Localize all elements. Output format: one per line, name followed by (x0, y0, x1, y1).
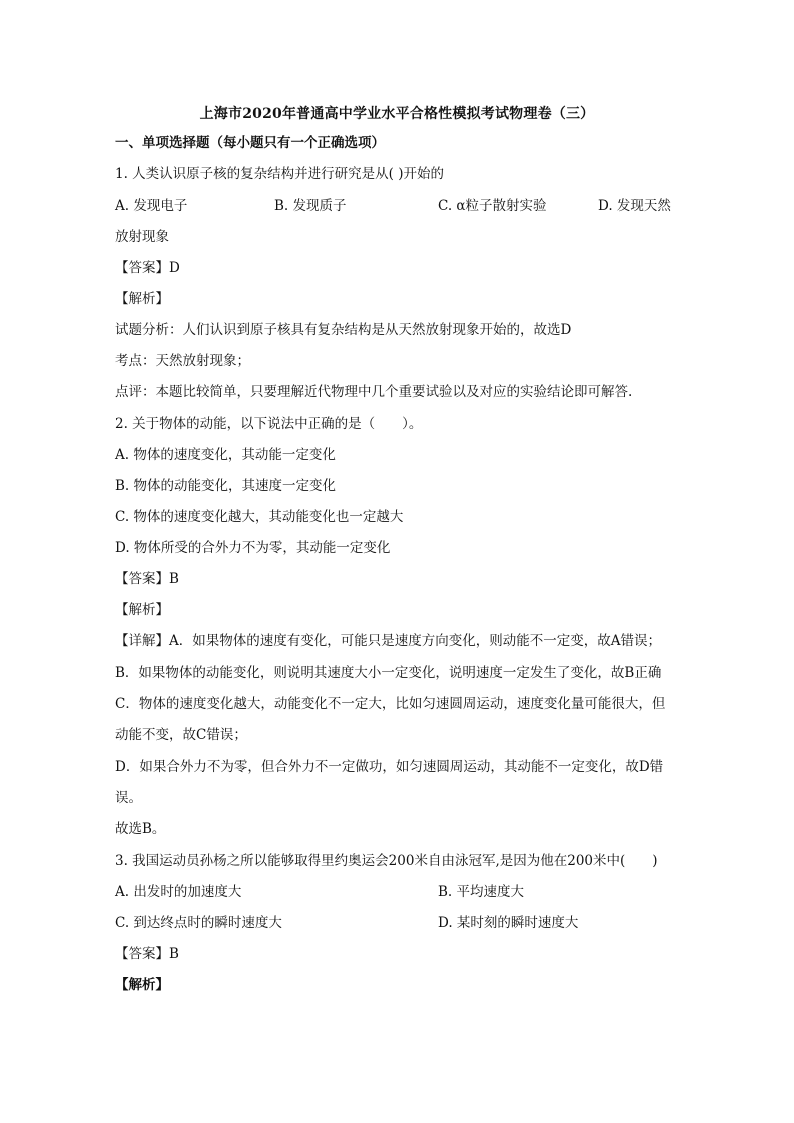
q2-option-c: C. 物体的速度变化越大，其动能变化也一定越大 (115, 509, 404, 525)
section-heading: 一、单项选择题（每小题只有一个正确选项） (115, 135, 385, 151)
q1-point: 考点：天然放射现象； (115, 353, 250, 369)
q1-option-d-continued: 放射现象 (115, 229, 169, 245)
q2-answer: 【答案】B (115, 571, 179, 587)
q2-detail-3: C．物体的速度变化越大，动能变化不一定大，比如匀速圆周运动，速度变化量可能很大，但 (115, 696, 666, 712)
q2-detail-1: 【详解】A．如果物体的速度有变化，可能只是速度方向变化，则动能不一定变，故A错误； (115, 633, 661, 649)
q1-option-d: D. 发现天然 (598, 198, 671, 214)
q3-answer: 【答案】B (115, 946, 179, 962)
q2-analysis-label: 【解析】 (115, 602, 169, 618)
document-title: 上海市2020年普通高中学业水平合格性模拟考试物理卷（三） (199, 106, 595, 122)
q3-stem: 3. 我国运动员孙杨之所以能够取得里约奥运会200米自由泳冠军,是因为他在200米中( ) (115, 853, 658, 869)
q2-detail-4: D．如果合外力不为零，但合外力不一定做功，如匀速圆周运动，其动能不一定变化，故D错 (115, 759, 664, 775)
q1-stem: 1. 人类认识原子核的复杂结构并进行研究是从( )开始的 (115, 166, 444, 182)
q2-detail-4-continued: 误。 (115, 790, 142, 806)
q1-comment: 点评：本题比较简单，只要理解近代物理中几个重要试验以及对应的实验结论即可解答. (115, 384, 633, 400)
q2-detail-2: B．如果物体的动能变化，则说明其速度大小一定变化，说明速度一定发生了变化，故B正确 (115, 665, 662, 681)
q1-analysis: 试题分析：人们认识到原子核具有复杂结构是从天然放射现象开始的，故选D (115, 322, 572, 338)
q2-option-a: A. 物体的速度变化，其动能一定变化 (115, 447, 336, 463)
q1-option-a: A. 发现电子 (115, 198, 188, 214)
q2-stem: 2. 关于物体的动能，以下说法中正确的是（ ）。 (115, 416, 423, 432)
q3-option-b: B. 平均速度大 (438, 884, 525, 900)
q3-option-d: D. 某时刻的瞬时速度大 (438, 915, 579, 931)
q1-answer: 【答案】D (115, 260, 180, 276)
q3-option-c: C. 到达终点时的瞬时速度大 (115, 915, 282, 931)
q1-analysis-label: 【解析】 (115, 291, 169, 307)
q1-option-b: B. 发现质子 (274, 198, 347, 214)
q2-detail-3-continued: 动能不变，故C错误； (115, 727, 247, 743)
q1-option-c: C. α粒子散射实验 (438, 198, 547, 214)
q3-analysis-label: 【解析】 (115, 977, 169, 993)
q3-option-a: A. 出发时的加速度大 (115, 884, 242, 900)
q2-option-b: B. 物体的动能变化，其速度一定变化 (115, 478, 337, 494)
q2-conclusion: 故选B。 (115, 821, 166, 837)
q2-option-d: D. 物体所受的合外力不为零，其动能一定变化 (115, 540, 391, 556)
